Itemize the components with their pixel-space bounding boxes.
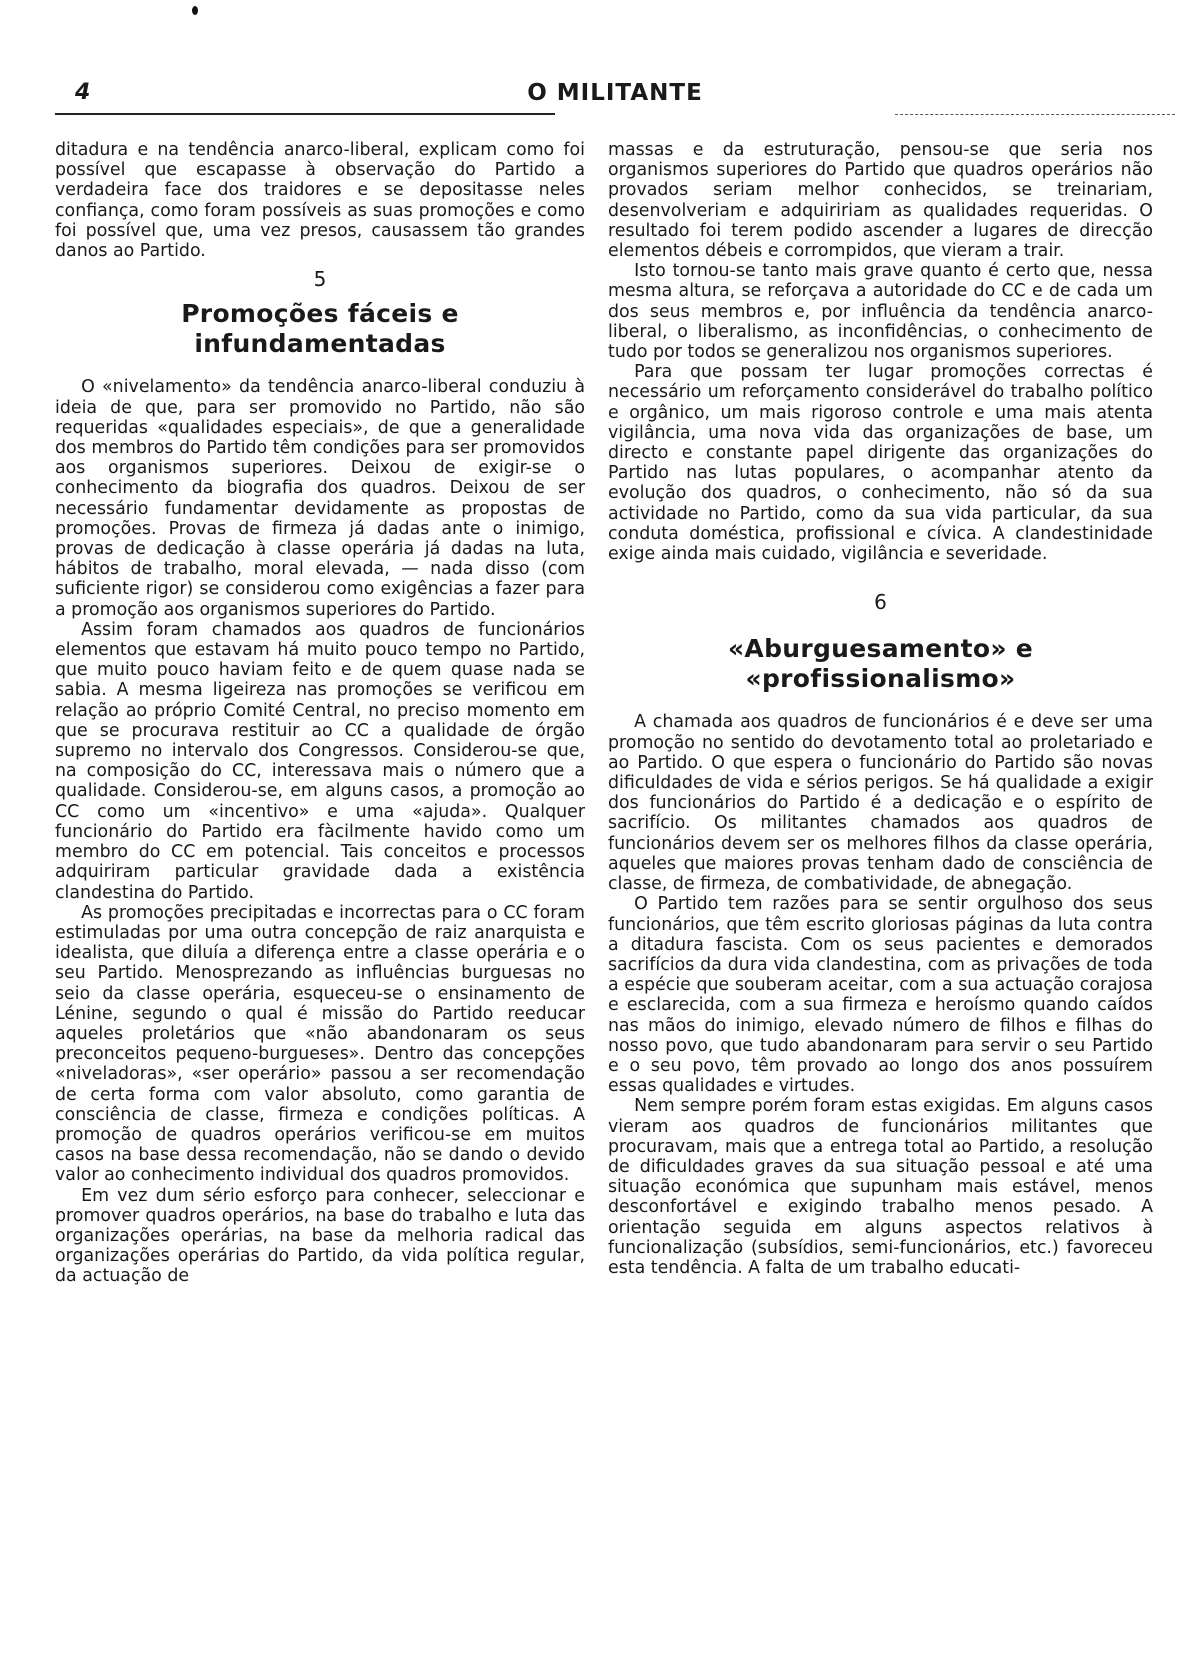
page-header	[55, 80, 1175, 120]
paragraph: As promoções precipitadas e incorrectas para o CC foram estimuladas por uma outra concepção de raiz anarquista e idealista, que diluía a diferença entre a classe operária e o seu Partido. Menosprezando as influências burguesas no seio da classe operária, esqueceu-se o ensinamento de Lénine, segundo o qual é missão do Partido reeducar aqueles proletários que «não abandonaram os seus preconceitos pequeno-burgueses». Dentro das concepções «niveladoras», «ser operário» passou a ser recomendação de certa forma com valor absoluto, como garantia de consciência de classe, firmeza e condições políticas. A promoção de quadros operários verificou-se em muitos casos na base dessa recomendação, não se dando o devido valor ao conhecimento individual dos quadros promovidos.	[55, 902, 585, 1186]
paragraph: Para que possam ter lugar promoções correctas é necessário um reforçamento considerável do trabalho político e orgânico, um mais rigoroso controle e uma mais atenta vigilância, uma nova vida das organizações de base, um directo e constante papel dirigente das organizações do Partido nas lutas populares, o acompanhar atento da evolução dos quadros, o conhecimento, não só da sua actividade no Partido, como da sua vida particular, da sua conduta doméstica, profissional e cívica. A clandestinidade exige ainda mais cuidado, vigilância e severidade.	[608, 362, 1153, 565]
paragraph: Assim foram chamados aos quadros de funcionários elementos que estavam há muito pouco tempo no Partido, que muito pouco haviam feito e de quem quase nada se sabia. A mesma ligeireza nas promoções se verificou em relação ao próprio Comité Central, no preciso momento em que se procurava restituir ao CC a qualidade de órgão supremo no intervalo dos Congressos. Considerou-se que, na composição do CC, interessava mais o número que a qualidade. Considerou-se, em alguns casos, a promoção ao CC como um «incentivo» e uma «ajuda». Qualquer funcionário do Partido era fàcilmente havido como um membro do CC em potencial. Tais conceitos e processos adquiriram particular gravidade dada a existência clandestina do Partido.	[55, 619, 585, 903]
header-rule-left	[55, 113, 555, 115]
right-column	[608, 140, 1153, 1278]
paragraph: O Partido tem razões para se sentir orgulhoso dos seus funcionários, que têm escrito gloriosas páginas da luta contra a ditadura fascista. Com os seus pacientes e demorados sacrifícios da dura vida clandestina, com as privações de toda a espécie que souberam aceitar, com a sua actuação corajosa e esclarecida, com a sua firmeza e heroísmo quando caídos nas mãos do inimigo, elevado número de filhos e filhas do nosso povo, que tudo abandonaram para servir o seu Partido e o seu povo, têm provado ao longo dos anos possuírem essas qualidades e virtudes.	[608, 894, 1153, 1097]
section-heading: Promoções fáceis e infundamentadas	[181, 299, 459, 359]
paragraph: O «nivelamento» da tendência anarco-liberal conduziu à ideia de que, para ser promovido no Partido, não são requeridas «qualidades especiais», de que a generalidade dos membros do Partido têm condições para ser promovidos aos organismos superiores. Deixou de exigir-se o conhecimento da biografia dos quadros. Deixou de ser necessário fundamentar devidamente as propostas de promoções. Provas de firmeza já dadas ante o inimigo, provas de dedicação à classe operária já dadas na luta, hábitos de trabalho, moral elevada, — nada disso (com suficiente rigor) se considerou como exigências a fazer para a promoção aos organismos superiores do Partido.	[55, 377, 585, 620]
section-heading: «Aburguesamento» e «profissionalismo»	[727, 634, 1034, 694]
header-rule-right	[895, 114, 1175, 115]
paragraph: ditadura e na tendência anarco-liberal, explicam como foi possível que escapasse à observação do Partido a verdadeira face dos traidores e se depositasse neles confiança, como foram possíveis as suas promoções e como foi possível que, uma vez presos, causassem tão grandes danos ao Partido.	[55, 140, 585, 262]
paragraph: Nem sempre porém foram estas exigidas. Em alguns casos vieram aos quadros de funcionários militantes que procuravam, mais que a entrega total ao Partido, a resolução de dificuldades graves da sua situação pessoal e até uma situação económica que supunham mais estável, menos desconfortável e exigindo trabalho menos pesado. A orientação seguida em alguns aspectos relativos à funcionalização (subsídios, semi-funcionários, etc.) favoreceu esta tendência. A falta de um trabalho educati-	[608, 1096, 1153, 1278]
paragraph: A chamada aos quadros de funcionários é e deve ser uma promoção no sentido do devotamento total ao proletariado e ao Partido. O que espera o funcionário do Partido são novas dificuldades de vida e sérios perigos. Se há qualidade a exigir dos funcionários do Partido é a dedicação e o espírito de sacrifício. Os militantes chamados aos quadros de funcionários devem ser os melhores filhos da classe operária, aqueles que maiores provas tenham dado de consciência de classe, de firmeza, de combatividade, de abnegação.	[608, 712, 1153, 895]
paragraph: Isto tornou-se tanto mais grave quanto é certo que, nessa mesma altura, se reforçava a autoridade do CC e de cada um dos seus membros e, por influência da tendência anarco-liberal, o liberalismo, as inconfidências, o conhecimento de tudo por todos se generalizou nos organismos superiores.	[608, 261, 1153, 363]
paragraph: Em vez dum sério esforço para conhecer, seleccionar e promover quadros operários, na base do trabalho e luta das organizações operárias, na base da melhoria radical das organizações operárias do Partido, da vida política regular, da actuação de	[55, 1185, 585, 1287]
page-number: 4	[75, 80, 91, 105]
ink-speck	[192, 6, 198, 15]
section-number: 6	[874, 590, 887, 615]
left-column	[55, 140, 585, 1287]
publication-title: O MILITANTE	[527, 80, 703, 106]
paragraph: massas e da estruturação, pensou-se que seria nos organismos superiores do Partido que quadros operários não provados seriam melhor conhecidos, se treinariam, desenvolveriam e adquiririam as qualidades requeridas. O resultado foi terem podido ascender a lugares de direcção elementos débeis e corrompidos, que vieram a trair.	[608, 140, 1153, 262]
section-number: 5	[313, 267, 327, 292]
